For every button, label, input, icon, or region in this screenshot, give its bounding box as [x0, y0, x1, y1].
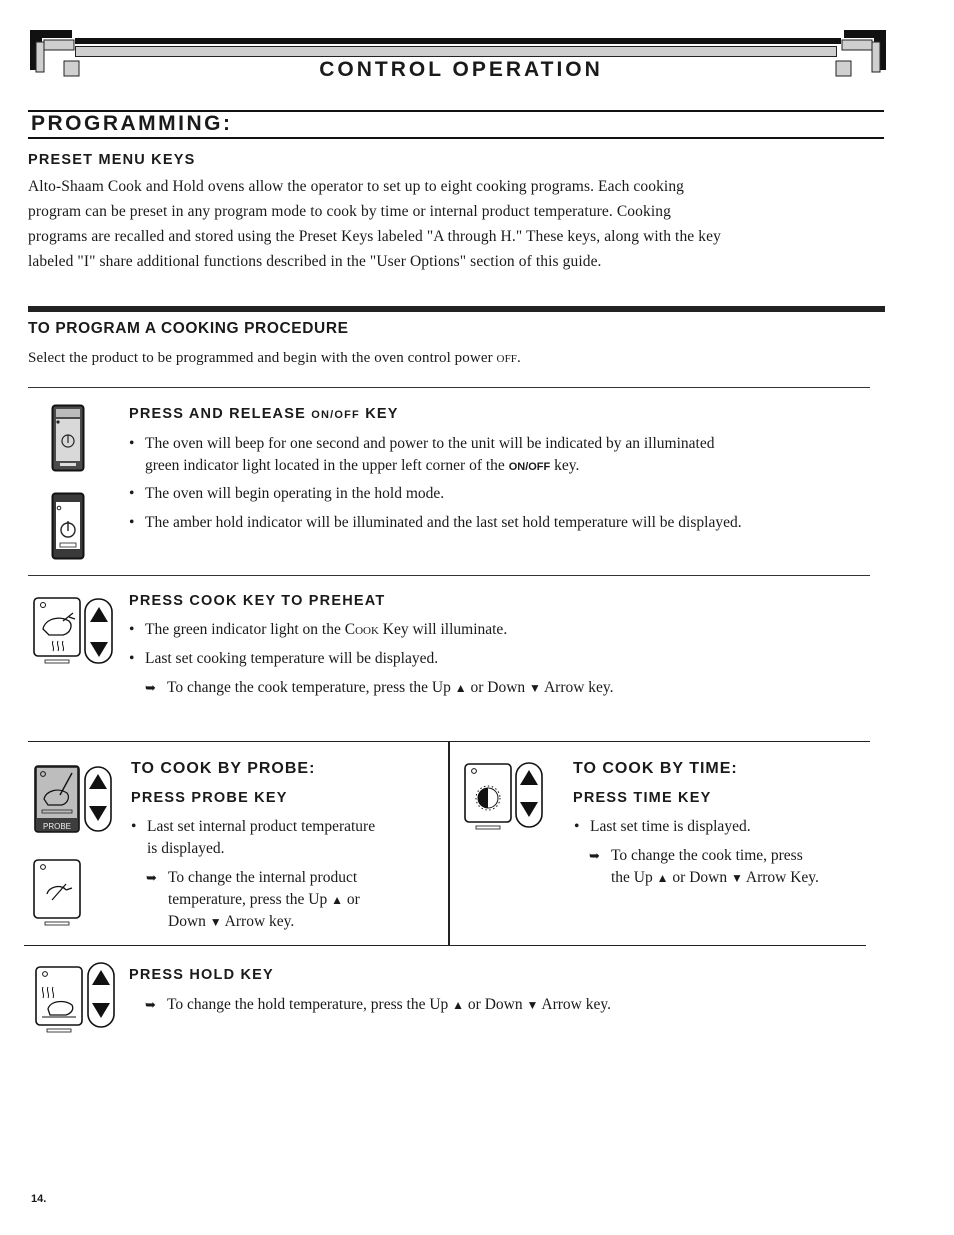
header-rule-grey	[75, 46, 837, 57]
cook-step-heading: PRESS COOK KEY TO PREHEAT	[129, 593, 386, 609]
divider-thick	[28, 306, 885, 312]
hold-up-arrow-icon[interactable]	[92, 970, 110, 986]
probe-arrow-note: ➥ To change the internal product temperature, press the Up ▲ or Down ▼ Arrow key.	[146, 869, 360, 930]
divider	[28, 575, 870, 576]
section-title: PROGRAMMING:	[31, 112, 233, 135]
probe-key-label: PROBE	[42, 822, 72, 831]
cook-down-arrow-icon[interactable]	[90, 642, 108, 658]
probe-key-icon[interactable]	[34, 765, 80, 833]
power-key-on-icon[interactable]	[51, 492, 85, 560]
time-arrow-note: ➥ To change the cook time, press the Up ▲ or Down ▼ Arrow Key.	[589, 847, 819, 886]
section-rule-bottom	[28, 137, 884, 139]
onoff-bullet-1: • The oven will beep for one second and power to the unit will be indicated by an illuminated green indicator light located in the upper left corner of the ON/OFF key.	[129, 435, 715, 474]
header-rule-top	[75, 38, 841, 44]
onoff-bullet-2: • The oven will begin operating in the hold mode.	[129, 485, 445, 502]
probe-title: TO COOK BY PROBE:	[131, 760, 316, 777]
divider	[28, 387, 870, 388]
preset-line: labeled "I" share additional functions described in the "User Options" section of this guide.	[28, 253, 602, 270]
preset-heading: PRESET MENU KEYS	[28, 152, 196, 168]
preset-line: programs are recalled and stored using the Preset Keys labeled "A through H." These keys, along with the key	[28, 228, 721, 245]
power-key-off-icon[interactable]	[51, 404, 85, 472]
probe-heading: PRESS PROBE KEY	[131, 790, 288, 806]
time-title: TO COOK BY TIME:	[573, 760, 738, 777]
box-rule-bottom	[24, 945, 866, 946]
probe-up-arrow-icon[interactable]	[89, 774, 107, 790]
page-number: 14.	[31, 1193, 47, 1205]
procedure-heading: TO PROGRAM A COOKING PROCEDURE	[28, 320, 349, 337]
cook-bullet-2: • Last set cooking temperature will be displayed.	[129, 650, 439, 667]
cook-bullet-1: • The green indicator light on the Cook Key will illuminate.	[129, 621, 508, 638]
cook-arrow-note: ➥ To change the cook temperature, press the Up ▲ or Down ▼ Arrow key.	[145, 679, 614, 696]
preset-line: Alto-Shaam Cook and Hold ovens allow the operator to set up to eight cooking programs. Each cooking	[28, 178, 685, 195]
box-divider	[448, 741, 450, 946]
probe-bullet-1: • Last set internal product temperature is displayed.	[131, 818, 376, 857]
procedure-intro: Select the product to be programmed and begin with the oven control power off.	[28, 350, 521, 366]
onoff-step-heading: PRESS AND RELEASE ON/OFF KEY	[129, 406, 399, 422]
preset-paragraph	[28, 174, 898, 274]
cook-key-icon[interactable]	[33, 597, 83, 665]
time-down-arrow-icon[interactable]	[520, 802, 538, 818]
time-heading: PRESS TIME KEY	[573, 790, 712, 806]
hold-key-icon[interactable]	[34, 965, 86, 1035]
page-title: CONTROL OPERATION	[319, 58, 603, 81]
probe-symbol-key-icon[interactable]	[32, 858, 82, 928]
hold-arrow-note: ➥ To change the hold temperature, press the Up ▲ or Down ▼ Arrow key.	[145, 996, 611, 1013]
onoff-bullet-3: • The amber hold indicator will be illuminated and the last set hold temperature will be displayed.	[129, 514, 742, 531]
time-bullet-1: • Last set time is displayed.	[574, 818, 751, 835]
probe-down-arrow-icon[interactable]	[89, 806, 107, 822]
time-key-icon[interactable]	[463, 762, 515, 832]
preset-line: program can be preset in any program mode to cook by time or internal product temperature. Cooking	[28, 203, 671, 220]
hold-step-heading: PRESS HOLD KEY	[129, 967, 274, 983]
time-up-arrow-icon[interactable]	[520, 770, 538, 786]
cook-up-arrow-icon[interactable]	[90, 607, 108, 623]
hold-down-arrow-icon[interactable]	[92, 1003, 110, 1019]
